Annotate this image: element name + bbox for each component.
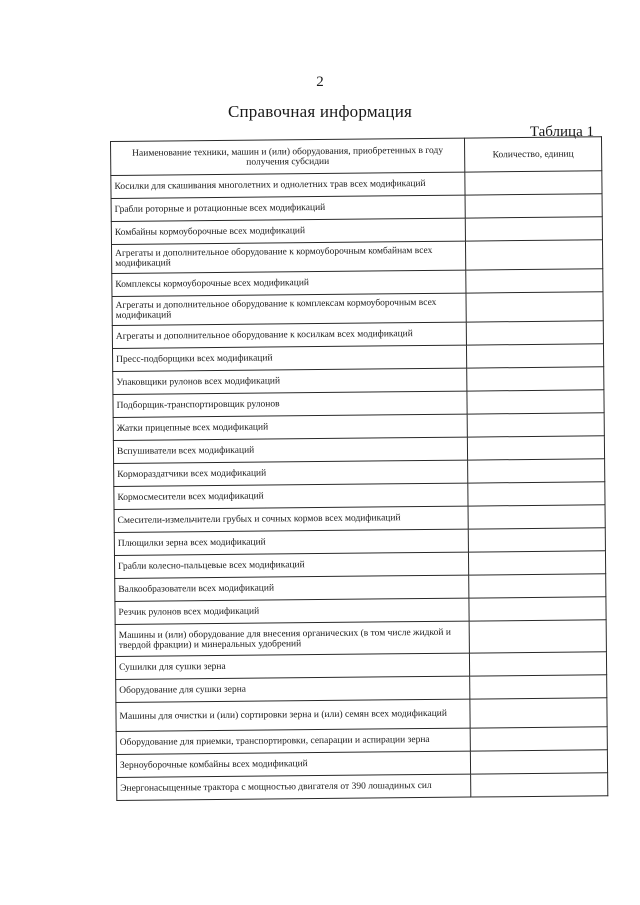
equipment-name-cell: Смесители-измельчители грубых и сочных кормов всех модификаций bbox=[114, 506, 468, 532]
equipment-name-cell: Кормораздатчики всех модификаций bbox=[114, 460, 468, 486]
quantity-cell bbox=[471, 773, 608, 797]
equipment-name-cell: Агрегаты и дополнительное оборудование к косилкам всех модификаций bbox=[112, 322, 466, 348]
quantity-cell bbox=[470, 750, 607, 774]
equipment-name-cell: Кормосмесители всех модификаций bbox=[114, 483, 468, 509]
equipment-name-cell: Пресс-подборщики всех модификаций bbox=[112, 345, 466, 371]
equipment-name-cell: Сушилки для сушки зерна bbox=[115, 653, 469, 679]
quantity-cell bbox=[465, 194, 602, 218]
quantity-cell bbox=[467, 367, 604, 391]
quantity-cell bbox=[469, 574, 606, 598]
equipment-name-cell: Косилки для скашивания многолетних и однолетних трав всех модификаций bbox=[111, 172, 465, 198]
quantity-cell bbox=[467, 436, 604, 460]
equipment-name-cell: Валкообразователи всех модификаций bbox=[115, 575, 469, 601]
table-header-row bbox=[111, 137, 602, 176]
table-row bbox=[115, 620, 606, 657]
table-row bbox=[116, 698, 607, 732]
equipment-name-cell: Энергонасыщенные трактора с мощностью двигателя от 390 лошадиных сил bbox=[117, 774, 471, 800]
equipment-name-cell: Жатки прицепные всех модификаций bbox=[113, 414, 467, 440]
quantity-cell bbox=[466, 269, 603, 293]
header-quantity: Количество, единиц bbox=[464, 137, 601, 172]
quantity-cell bbox=[466, 321, 603, 345]
equipment-name-cell: Оборудование для приемки, транспортировки, сепарации и аспирации зерна bbox=[116, 728, 470, 754]
equipment-name-cell: Агрегаты и дополнительное оборудование к кормоуборочным комбайнам всех модификаций bbox=[111, 241, 465, 273]
table-row bbox=[117, 773, 608, 801]
quantity-cell bbox=[468, 459, 605, 483]
equipment-name-cell: Машины и (или) оборудование для внесения органических (в том числе жидкой и твердой фракции) и минеральных удобрений bbox=[115, 621, 469, 656]
equipment-name-cell: Машины для очистки и (или) сортировки зерна и (или) семян всех модификаций bbox=[116, 699, 470, 731]
equipment-name-cell: Плющилки зерна всех модификаций bbox=[114, 529, 468, 555]
equipment-name-cell: Комбайны кормоуборочные всех модификаций bbox=[111, 218, 465, 244]
quantity-cell bbox=[470, 675, 607, 699]
equipment-name-cell: Агрегаты и дополнительное оборудование к комплексам кормоуборочным всех модификаций bbox=[112, 293, 466, 325]
document-title: Справочная информация bbox=[227, 102, 413, 121]
quantity-cell bbox=[465, 171, 602, 195]
equipment-name-cell: Упаковщики рулонов всех модификаций bbox=[113, 368, 467, 394]
quantity-cell bbox=[467, 413, 604, 437]
table-label: Таблица 1 bbox=[529, 124, 594, 140]
quantity-cell bbox=[465, 217, 602, 241]
quantity-cell bbox=[470, 698, 607, 728]
quantity-cell bbox=[469, 597, 606, 621]
equipment-name-cell: Оборудование для сушки зерна bbox=[116, 676, 470, 702]
reference-table bbox=[110, 136, 608, 801]
quantity-cell bbox=[465, 240, 602, 270]
quantity-cell bbox=[466, 292, 603, 322]
quantity-cell bbox=[466, 344, 603, 368]
header-equipment-name: Наименование техники, машин и (или) оборудования, приобретенных в году получения субсидии bbox=[111, 138, 465, 175]
reference-table-container bbox=[110, 136, 608, 801]
equipment-name-cell: Вспушиватели всех модификаций bbox=[113, 437, 467, 463]
quantity-cell bbox=[468, 528, 605, 552]
page-number: 2 bbox=[316, 74, 324, 90]
quantity-cell bbox=[467, 390, 604, 414]
quantity-cell bbox=[468, 505, 605, 529]
equipment-name-cell: Грабли роторные и ротационные всех модификаций bbox=[111, 195, 465, 221]
table-row bbox=[112, 292, 603, 326]
quantity-cell bbox=[469, 652, 606, 676]
quantity-cell bbox=[468, 482, 605, 506]
equipment-name-cell: Зерноуборочные комбайны всех модификаций bbox=[116, 751, 470, 777]
quantity-cell bbox=[469, 620, 606, 653]
equipment-name-cell: Подборщик-транспортировщик рулонов bbox=[113, 391, 467, 417]
equipment-name-cell: Комплексы кормоуборочные всех модификаций bbox=[112, 270, 466, 296]
table-row bbox=[111, 240, 602, 274]
quantity-cell bbox=[468, 551, 605, 575]
equipment-name-cell: Грабли колесно-пальцевые всех модификаций bbox=[114, 552, 468, 578]
equipment-name-cell: Резчик рулонов всех модификаций bbox=[115, 598, 469, 624]
quantity-cell bbox=[470, 727, 607, 751]
